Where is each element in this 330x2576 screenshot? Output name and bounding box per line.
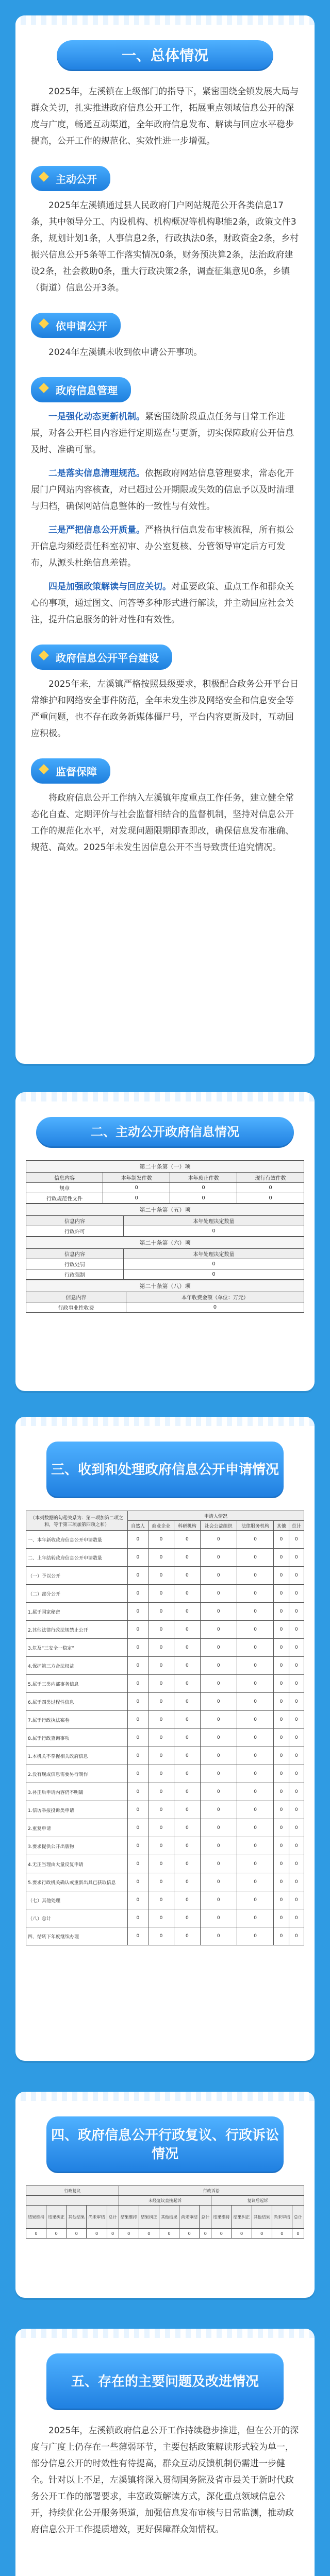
section-problems xyxy=(15,2329,315,2576)
table-row: 3.危及“三安全一稳定” 0 0 0 0 0 0 0 xyxy=(26,1639,304,1657)
column-header: 其他 xyxy=(274,1521,289,1531)
table-cell: 0 xyxy=(179,2229,200,2239)
table-row: 二、上年结转政府信息公开申请数量 0 0 0 0 0 0 0 xyxy=(26,1549,304,1567)
review-table-wrap xyxy=(26,2185,304,2239)
diamond-icon xyxy=(39,383,49,393)
section-overview xyxy=(15,15,315,1064)
column-header: 结果纠正 xyxy=(139,2206,159,2229)
column-header: 结果维持 xyxy=(119,2206,139,2229)
section-header xyxy=(46,1442,284,1498)
column-header: 结果维持 xyxy=(211,2206,232,2229)
on-request-paragraph: 2024年左溪镇未收到依申请公开事项。 xyxy=(48,347,203,358)
section-title: 五、存在的主要问题及改进情况 xyxy=(71,2374,259,2389)
table-cell: 0 xyxy=(107,2229,119,2239)
diamond-icon xyxy=(39,764,49,774)
section-title: 二、主动公开政府信息情况 xyxy=(91,1125,239,1140)
column-header: 其他结果 xyxy=(67,2206,87,2229)
subheading-info-management: 政府信息管理 xyxy=(31,377,131,402)
table-row: 行政许可 0 xyxy=(26,1226,304,1236)
table-row: 2.没有现成信息需要另行制作 0 0 0 0 0 0 0 xyxy=(26,1765,304,1783)
card-decor-band xyxy=(15,15,315,25)
active-disclosure-paragraph: 2025年左溪镇通过县人民政府门户网站规范公开各类信息17条，其中领导分工、内设机构、机构概况等机构职能2条，政策文件3条，规划计划1条，人事信息2条，行政执法0条，财政资金2条，乡村振兴信息公开5条等工作落实情况0条，财务预决算2条，法治政府建设2条，社会救助0条，重大行政决策2条，调查征集意见0条，乡镇（街道）信息公开3条。 xyxy=(31,200,299,293)
column-header: 总计 xyxy=(292,2206,304,2229)
table-row: 6.属于四类过程性信息 0 0 0 0 0 0 0 xyxy=(26,1693,304,1711)
table-cell: 0 xyxy=(200,2229,211,2239)
table-row: 5.要求行政机关确认或重新出具已获取信息 0 0 0 0 0 0 0 xyxy=(26,1873,304,1891)
problems-paragraph: 2025年，左溪镇政府信息公开工作持续稳步推进，但在公开的深度与广度上仍存在一些薄弱环节，主要包括政策解读形式较为单一，部分信息公开的时效性有待提高，群众互动反馈机制仍需进一步健全。针对以上不足，左溪镇将深入贯彻国务院及省市县关于新时代政务公开工作的部署要求，丰富政策解读方式，深化重点领域信息公开，持续优化公开服务渠道，加强信息发布审核与日常监测，推动政府信息公开工作提质增效，更好保障群众知情权。 xyxy=(31,2426,299,2535)
table-row: 2.重复申请 0 0 0 0 0 0 0 xyxy=(26,1819,304,1837)
section-title: 三、收到和处理政府信息公开申请情况 xyxy=(51,1462,279,1478)
table-row: 7.属于行政执法案卷 0 0 0 0 0 0 0 xyxy=(26,1711,304,1729)
subheading-active-disclosure: 主动公开 xyxy=(31,166,110,191)
management-paragraph-1: 一是强化动态更新机制。紧密围绕阶段重点任务与日常工作进展，对各公开栏目内容进行定期巡查与更新，切实保障政府公开信息及时、准确可靠。 xyxy=(31,412,294,455)
column-header: 科研机构 xyxy=(174,1521,200,1531)
table-row: 1.信访举报投诉类申请 0 0 0 0 0 0 0 xyxy=(26,1801,304,1819)
column-header: 法律服务机构 xyxy=(237,1521,273,1531)
column-header: 总计 xyxy=(289,1521,304,1531)
applications-table: （本列数据的勾稽关系为：第一项加第二项之和，等于第三项加第四项之和） 申请人情况 自然人 商业企业 科研机构 社会公益组织 法律服务机构 其他 总计 一、本年新收政府信息公开申请数量 0 0 0 0 0 0 0 二、上年结转政府信息公开申请数量 0 0 0 0 0 0 0 （一）予以公开 0 0 0 0 0 0 0 （二）部分公开 0 0 0 0 0 0 0 1.属于国家秘密 0 0 0 0 0 0 0 2.其他法律行政法规禁止公开 0 0 0 0 0 0 0 3.危及“三安全一稳定” 0 0 0 0 0 0 0 4.保护第三方合法权益 0 0 0 0 0 0 0 5.属于三类内部事务信息 0 0 0 0 0 0 0 6.属于四类过程性信息 0 0 0 0 0 0 0 7.属于行政执法案卷 0 0 0 0 0 0 0 8.属于行政查询事项 0 0 0 0 0 0 0 1.本机关不掌握相关政府信息 0 0 0 0 0 0 0 2.没有现成信息需要另行制作 0 0 0 0 0 0 0 3.补正后申请内容仍不明确 0 0 0 0 0 0 0 1.信访举报投诉类申请 0 0 0 0 0 0 0 2.重复申请 0 0 0 0 0 0 0 3.要求提供公开出版物 0 0 0 0 0 0 0 4.无正当理由大量反复申请 0 0 0 0 0 0 0 5.要求行政机关确认或重新出具已获取信息 0 0 0 0 0 0 0 （七）其他处理 0 0 0 0 0 0 0 （八）总计 0 0 0 0 0 0 0 四、结转下年度继续办理 0 0 0 0 0 0 0 xyxy=(26,1511,304,1945)
table-row: 行政处罚 0 xyxy=(26,1259,304,1269)
section-header xyxy=(46,2116,284,2173)
column-header: 尚未审结 xyxy=(87,2206,107,2229)
table-row: 规章 0 0 0 xyxy=(26,1183,304,1193)
table-cell: 0 xyxy=(252,2229,272,2239)
management-paragraph-3: 三是严把信息公开质量。严格执行信息发布审核流程，所有拟公开信息均须经责任科室初审、办公室复核、分管领导审定后方可发布，从源头杜绝信息差错。 xyxy=(31,525,294,568)
applications-table-wrap xyxy=(26,1511,304,1945)
table-row: 8.属于行政查询事项 0 0 0 0 0 0 0 xyxy=(26,1729,304,1747)
subheading-platform: 政府信息公开平台建设 xyxy=(31,645,172,670)
column-header: 结果纠正 xyxy=(46,2206,67,2229)
table-title: 第二十条第（八）项 xyxy=(26,1280,304,1292)
section-header xyxy=(57,40,273,71)
column-header: 总计 xyxy=(200,2206,211,2229)
table-licensing: 信息内容 本年处理决定数量 行政许可 0 xyxy=(26,1215,304,1236)
table-row: 行政规范性文件 0 0 0 xyxy=(26,1193,304,1204)
table-fees: 信息内容 本年收费金额（单位：万元） 行政事业性收费 0 xyxy=(26,1292,304,1313)
column-header: 结果纠正 xyxy=(232,2206,252,2229)
table-row: 1.属于国家秘密 0 0 0 0 0 0 0 xyxy=(26,1603,304,1621)
section-active-info xyxy=(15,1092,315,1391)
table-row: 4.无正当理由大量反复申请 0 0 0 0 0 0 0 xyxy=(26,1855,304,1873)
supervision-paragraph: 将政府信息公开工作纳入左溪镇年度重点工作任务，建立健全常态化自查、定期评价与社会监督相结合的监督机制，坚持对信息公开工作的规范化水平，对发现问题限期即查即改，确保信息发布准确、规范、高效。2025年未发生因信息公开不当导致责任追究情况。 xyxy=(31,793,294,853)
section-title: 一、总体情况 xyxy=(121,47,208,64)
section-applications xyxy=(15,1417,315,2061)
review-table: 行政复议 行政诉讼 未经复议直接起诉 复议后起诉 结果维持 结果纠正 其他结果 尚未审结 总计 结果维持 结果纠正 其他结果 尚未审结 总计 结果维持 结果纠正 其他结果 尚未审结 总计 0 0 0 0 0 0 0 0 0 0 0 0 0 0 0 xyxy=(26,2185,304,2239)
table-row: 行政强制 0 xyxy=(26,1269,304,1280)
table-row: 一、本年新收政府信息公开申请数量 0 0 0 0 0 0 0 xyxy=(26,1531,304,1549)
table-title: 第二十条第（一）项 xyxy=(26,1160,304,1172)
section-header xyxy=(36,1117,294,1148)
subheading-supervision: 监督保障 xyxy=(31,758,110,784)
column-header: 结果维持 xyxy=(26,2206,46,2229)
platform-paragraph: 2025年来，左溪镇严格按照县级要求，积极配合政务公开平台日常维护和网络安全事件防范，全年未发生涉及网络安全和信息安全等严重问题，也不存在政务新媒体僵尸号，平台内容更新及时，互动回应积极。 xyxy=(31,679,299,739)
intro-paragraph: 2025年，左溪镇在上级部门的指导下，紧密围绕全镇发展大局与群众关切，扎实推进政府信息公开工作，拓展重点领域信息公开的深度与广度，畅通互动渠道，全年政府信息发布、解读与回应水平稳步提高，公开工作的规范化、实效性进一步增强。 xyxy=(31,87,299,146)
table-row: 3.要求提供公开出版物 0 0 0 0 0 0 0 xyxy=(26,1837,304,1855)
table-row: 2.其他法律行政法规禁止公开 0 0 0 0 0 0 0 xyxy=(26,1621,304,1639)
section-header xyxy=(46,2353,284,2410)
column-header: 其他结果 xyxy=(252,2206,272,2229)
table-cell: 0 xyxy=(119,2229,139,2239)
card-decor-band xyxy=(15,1417,315,1426)
diamond-icon xyxy=(39,318,49,329)
table-row: 四、结转下年度继续办理 0 0 0 0 0 0 0 xyxy=(26,1927,304,1945)
table-cell: 0 xyxy=(211,2229,232,2239)
table-row: 5.属于三类内部事务信息 0 0 0 0 0 0 0 xyxy=(26,1675,304,1693)
column-header: 商业企业 xyxy=(148,1521,174,1531)
table-row: （八）总计 0 0 0 0 0 0 0 xyxy=(26,1909,304,1927)
table-cell: 0 xyxy=(139,2229,159,2239)
table-title: 第二十条第（六）项 xyxy=(26,1236,304,1248)
table-cell: 0 xyxy=(292,2229,304,2239)
table-cell: 0 xyxy=(26,2229,46,2239)
diamond-icon xyxy=(39,650,49,660)
table-row: （一）予以公开 0 0 0 0 0 0 0 xyxy=(26,1567,304,1585)
table-row: 3.补正后申请内容仍不明确 0 0 0 0 0 0 0 xyxy=(26,1783,304,1801)
table-penalty: 信息内容 本年处理决定数量 行政处罚 0 行政强制 0 xyxy=(26,1248,304,1280)
table-row: （七）其他处理 0 0 0 0 0 0 0 xyxy=(26,1891,304,1909)
column-header: 尚未审结 xyxy=(272,2206,292,2229)
table-cell: 0 xyxy=(272,2229,292,2239)
section-review-litigation xyxy=(15,2092,315,2298)
table-cell: 0 xyxy=(159,2229,179,2239)
column-header: 自然人 xyxy=(128,1521,148,1531)
diamond-icon xyxy=(39,172,49,182)
table-cell: 0 xyxy=(87,2229,107,2239)
management-paragraph-2: 二是落实信息清理规范。依据政府网站信息管理要求，常态化开展门户网站内容核查，对已超过公开期限或失效的信息予以及时清理与归档，确保网站信息整体的一致性与有效性。 xyxy=(31,468,294,512)
section-title: 四、政府信息公开行政复议、行政诉讼情况 xyxy=(51,2127,279,2162)
table-row: （二）部分公开 0 0 0 0 0 0 0 xyxy=(26,1585,304,1603)
column-header: 社会公益组织 xyxy=(200,1521,237,1531)
table-rules: 信息内容 本年制发件数 本年废止件数 现行有效件数 规章 0 0 0 行政规范性文件 0 0 0 xyxy=(26,1172,304,1204)
table-title: 第二十条第（五）项 xyxy=(26,1204,304,1215)
table-row: 4.保护第三方合法权益 0 0 0 0 0 0 0 xyxy=(26,1657,304,1675)
column-header: 尚未审结 xyxy=(179,2206,200,2229)
column-header: 总计 xyxy=(107,2206,119,2229)
card-decor-band xyxy=(15,2329,315,2338)
subheading-on-request: 依申请公开 xyxy=(31,313,121,338)
table-row: 1.本机关不掌握相关政府信息 0 0 0 0 0 0 0 xyxy=(26,1747,304,1765)
table-cell: 0 xyxy=(232,2229,252,2239)
management-paragraph-4: 四是加强政策解读与回应关切。对重要政策、重点工作和群众关心的事项，通过图文、问答等多种形式进行解读，并主动回应社会关注，提升信息服务的针对性和有效性。 xyxy=(31,582,294,625)
table-cell: 0 xyxy=(46,2229,67,2239)
active-info-tables xyxy=(26,1160,304,1313)
card-decor-band xyxy=(15,1092,315,1101)
table-cell: 0 xyxy=(67,2229,87,2239)
column-header: 其他结果 xyxy=(159,2206,179,2229)
card-decor-band xyxy=(15,2092,315,2101)
table-row: 行政事业性收费 0 xyxy=(26,1302,304,1313)
